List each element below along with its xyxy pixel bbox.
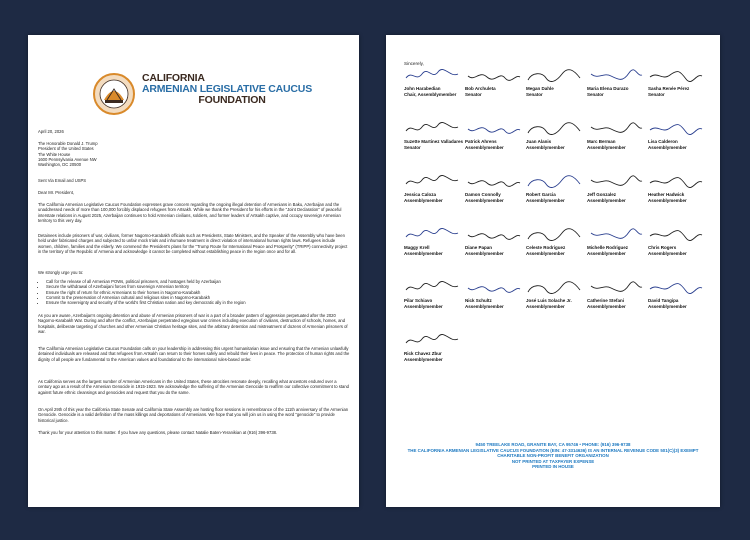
paragraph-1: The California Armenian Legislative Caucus Foundation expresses grave concern regarding the ongoing illegal detention of Armenians in Baku, Azerbaijan and the unaddressed needs of more than 100,000 forcibly displaced refugees from Artsakh. While we thank the President for his efforts in the "Joint Declaration" of peaceful interstate relations in August 2025, Azerbaijan continues to hold Armenian civilians, soldiers, and former leaders of Artsakh captive, and occupy sovereign Armenian territory to this very day. (38, 202, 342, 223)
recipient-line: 1600 Pennsylvania Avenue NW (38, 156, 97, 162)
signatory-title: Assemblymember (648, 144, 687, 150)
signatory-title: Assemblymember (526, 197, 565, 203)
handwritten-signature-icon (587, 174, 643, 190)
signatory-title: Assemblymember (587, 303, 626, 309)
signature-block (587, 227, 647, 265)
handwritten-signature-icon (648, 280, 704, 296)
handwritten-signature-icon (465, 227, 521, 243)
footer-line: PRINTED IN HOUSE (532, 464, 574, 470)
signatory-name: Lisa Calderon (648, 139, 678, 144)
signatory-name: Maria Elena Durazo (587, 86, 629, 91)
signatory-title: Assemblymember (465, 144, 504, 150)
signatory-name: José Luis Solache Jr. (526, 298, 572, 303)
handwritten-signature-icon (587, 280, 643, 296)
handwritten-signature-icon (648, 121, 704, 137)
signatory-name: Pilar Schiavo (404, 298, 433, 303)
caucus-seal-icon (92, 72, 136, 116)
list-item: • Ensure the sovereignty and security of the world's first Christian nation and key democratic ally in the region (46, 300, 350, 305)
signatory-title: Senator (526, 91, 543, 97)
signature-block (526, 68, 586, 106)
paragraph-3: We strongly urge you to: (38, 270, 84, 275)
signatory-title: Assemblymember (404, 303, 443, 309)
signatory-name: Nick Schultz (465, 298, 492, 303)
signatory-name: Jeff Gonzalez (587, 192, 617, 197)
handwritten-signature-icon (526, 174, 582, 190)
signatory-name: David Tangipa (648, 298, 679, 303)
signatory-name: Patrick Ahrens (465, 139, 497, 144)
letter-page-2 (386, 35, 720, 507)
signatory-title: Assemblymember (587, 197, 626, 203)
handwritten-signature-icon (465, 174, 521, 190)
list-item: • Secure the withdrawal of Azerbaijani forces from sovereign Armenian territory (46, 284, 350, 289)
signature-block (404, 121, 464, 159)
signature-block (587, 121, 647, 159)
signatory-title: Assemblymember (404, 250, 443, 256)
signatory-name: Celeste Rodriguez (526, 245, 566, 250)
signatory-name: Diane Papan (465, 245, 493, 250)
signature-block (526, 227, 586, 265)
signature-block (526, 174, 586, 212)
handwritten-signature-icon (526, 227, 582, 243)
handwritten-signature-icon (648, 68, 704, 84)
handwritten-signature-icon (404, 227, 460, 243)
signature-block (404, 333, 464, 371)
signature-block (587, 68, 647, 106)
signatory-title: Senator (465, 91, 482, 97)
recipient-line: The Honorable Donald J. Trump (38, 141, 98, 146)
salutation: Dear Mr. President, (38, 190, 75, 195)
handwritten-signature-icon (587, 227, 643, 243)
signatory-title: Assemblymember (526, 144, 565, 150)
signatory-name: Catherine Stefani (587, 298, 625, 303)
handwritten-signature-icon (648, 227, 704, 243)
signature-block (648, 68, 708, 106)
paragraph-6: As California serves as the largest number of Armenian Americans in the United States, these atrocities resonate deeply, recalling what ancestors endured over a century ago as a result of the Armenian Genocide in 1915-1923. We acknowledge the suffering of the Armenian Genocide to reaffirm our collective commitment to stand against future ethnic cleansings and genocides and request that you do the same. (38, 379, 349, 395)
letter-page-1 (28, 35, 359, 507)
signatory-name: Chris Rogers (648, 245, 677, 250)
signatory-name: Bob Archuleta (465, 86, 496, 91)
handwritten-signature-icon (526, 280, 582, 296)
signatory-title: Assemblymember (465, 197, 504, 203)
footer-line: NOT PRINTED AT TAXPAYER EXPENSE (511, 458, 595, 464)
signatory-title: Assemblymember (465, 250, 504, 256)
footer-line: CHARITABLE NON-PROFIT BENEFIT ORGANIZATION (497, 453, 609, 459)
recipient-address (38, 141, 350, 167)
signatory-title: Assemblymember (404, 197, 443, 203)
signatory-name: John Harabedian (404, 86, 441, 91)
recipient-line: The White House (38, 151, 71, 157)
signatory-name: Juan Alanis (526, 139, 552, 144)
signatory-name: Maggy Krell (404, 245, 430, 250)
signatory-title: Assemblymember (648, 303, 687, 309)
signature-block (404, 68, 464, 106)
handwritten-signature-icon (587, 121, 643, 137)
list-item: • Call for the release of all Armenian POWs, political prisoners, and hostages held by Azerbaijan (46, 279, 350, 284)
handwritten-signature-icon (404, 121, 460, 137)
signatory-title: Assemblymember (526, 250, 565, 256)
signature-block (465, 227, 525, 265)
footer-line: THE CALIFORNIA ARMENIAN LEGISLATIVE CAUCUS FOUNDATION (EIN: 47-3314636) IS AN INTERNAL REVENUE CODE 501(C)(3) EXEMPT (407, 447, 699, 453)
handwritten-signature-icon (526, 121, 582, 137)
signature-block (465, 68, 525, 106)
handwritten-signature-icon (465, 68, 521, 84)
signatory-name: Marc Berman (587, 139, 616, 144)
signatory-name: Suzette Martinez Valladares (404, 139, 464, 144)
handwritten-signature-icon (526, 68, 582, 84)
signature-block (465, 280, 525, 318)
signatory-name: Robert Garcia (526, 192, 556, 197)
signatory-title: Chair, Assemblymember (404, 91, 457, 97)
footer-line: 9450 TREELAKE ROAD, GRANITE BAY, CA 95746 • PHONE: (916) 396-9738 (475, 442, 631, 447)
signatory-name: Michelle Rodriguez (587, 245, 629, 250)
signatory-title: Senator (587, 91, 604, 97)
signatory-title: Assemblymember (587, 144, 626, 150)
footer (396, 442, 710, 470)
paragraph-2: Detainees include prisoners of war, civilians, former Nagorno-Karabakh officials such as Presidents, State Ministers, and the Speaker of the Assembly who have been held under fabricated charges and subjected to unfair mock trials and inhumane treatment in direct violation of international human rights laws. Refugees include women, children, families and the elderly. We commend the President's plans for the "Trump Route for International Peace and Prosperity" (TRIPP) connectivity project in the territory of the Republic of Armenia and acknowledge it cannot be completed without establishing peace in the region once and for all. (38, 233, 348, 254)
handwritten-signature-icon (404, 333, 460, 349)
list-item: • Commit to the preservation of Armenian cultural and religious sites in Nagorno-Karabakh (46, 295, 350, 300)
signature-block (404, 227, 464, 265)
signature-block (404, 174, 464, 212)
letterhead-line-2: ARMENIAN LEGISLATIVE CAUCUS (142, 83, 312, 95)
handwritten-signature-icon (404, 68, 460, 84)
handwritten-signature-icon (465, 121, 521, 137)
recipient-line: Washington, DC 20500 (38, 162, 82, 168)
signatory-name: Rick Chavez Zbur (404, 351, 442, 356)
signatory-name: Heather Hadwick (648, 192, 685, 197)
signature-block (648, 227, 708, 265)
demands-list (38, 279, 350, 305)
signatory-name: Jessica Caloza (404, 192, 437, 197)
paragraph-4: As you are aware, Azerbaijan's ongoing detention and abuse of Armenian prisoners of war is a part of a broader pattern of aggression perpetuated after the 2020 Nagorno-Karabakh War. During and after the conflict, Azerbaijan perpetrated egregious war crimes including execution of civilians, destruction of schools, homes, and hospitals, deliberate targeting of churches and other Armenian Christian heritage sites, and the arbitrary detention and mistreatment of dozens of Armenian prisoners of war. (38, 313, 348, 334)
signatory-title: Assemblymember (526, 303, 565, 309)
signature-block (587, 280, 647, 318)
delivery-note: Sent Via Email and USPS (38, 178, 87, 183)
signature-block (526, 121, 586, 159)
list-item: • Ensure the right of return for ethnic Armenians to their homes in Nagorno-Karabakh (46, 290, 350, 295)
handwritten-signature-icon (404, 174, 460, 190)
signatory-title: Senator (404, 144, 421, 150)
signature-block (465, 174, 525, 212)
signature-block (648, 174, 708, 212)
signatory-name: Megan Dahle (526, 86, 554, 91)
signatory-title: Assemblymember (465, 303, 504, 309)
closing: Sincerely, (404, 61, 424, 66)
letterhead-line-3: FOUNDATION (198, 94, 266, 106)
recipient-line: President of the United States (38, 146, 94, 152)
paragraph-8: Thank you for your attention to this matter. If you have any questions, please contact Natalie Baten-Yeranikian at (916) 396-9738. (38, 430, 278, 435)
signatory-title: Assemblymember (404, 356, 443, 362)
signature-block (648, 121, 708, 159)
signatory-name: Sasha Renée Pérez (648, 86, 690, 91)
signatory-title: Assemblymember (648, 250, 687, 256)
handwritten-signature-icon (587, 68, 643, 84)
paragraph-5: The California Armenian Legislative Caucus Foundation calls on your leadership in addressing this urgent humanitarian issue and ensuring that the Armenian unlawfully detained individuals are released and that refugees from Artsakh can return to their homes safely and rebuild their lives in peace. The protection of human rights and the dignity of all people are fundamental to the American values and foundational to the international rules-based order. (38, 346, 350, 362)
signature-block (465, 121, 525, 159)
signature-block (526, 280, 586, 318)
signatory-title: Assemblymember (587, 250, 626, 256)
signature-block (648, 280, 708, 318)
handwritten-signature-icon (404, 280, 460, 296)
handwritten-signature-icon (648, 174, 704, 190)
handwritten-signature-icon (465, 280, 521, 296)
signature-block (404, 280, 464, 318)
signatory-title: Assemblymember (648, 197, 687, 203)
signature-block (587, 174, 647, 212)
paragraph-7: On April 29th of this year the California State Senate and California State Assembly are hosting floor sessions in remembrance of the 111th anniversary of the Armenian Genocide. Genocide is a valid definition of the mass killings and deportations of Armenians. We hope that you will join us in using the word "genocide" to provide historical justice. (38, 407, 349, 423)
signatory-name: Damon Connolly (465, 192, 501, 197)
signatory-title: Senator (648, 91, 665, 97)
letter-date: April 20, 2026 (38, 129, 64, 134)
letterhead-line-1: CALIFORNIA (142, 72, 205, 84)
